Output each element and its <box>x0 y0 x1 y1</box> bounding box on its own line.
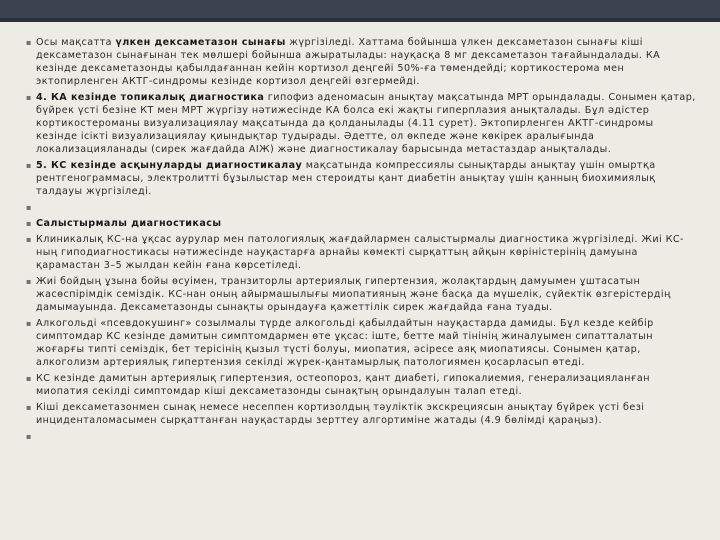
bullet-marker-icon: ▪ <box>26 374 32 383</box>
bullet-item <box>26 36 698 88</box>
bullet-item <box>26 91 698 156</box>
slide-content <box>26 36 698 446</box>
bullet-text: Кіші дексаметазонмен сынақ немесе несеппен кортизолдың тәуліктік экскрециясын анықтау бүйрек үсті безі инциденталомасымен сырқаттанған науқастарды зерттеу алгортиміне жатады (4.9 бөлімді қараңыз). <box>36 402 645 426</box>
bullet-item <box>26 430 698 443</box>
bullet-bold-text: үлкен дексаметазон сынағы <box>115 37 286 48</box>
bullet-text: КС кезінде дамитын артериялық гипертензия, остеопороз, қант диабеті, гипокалиемия, генерализацияланған миопатия секілді симптомдар кіші дексаметазонды сынақтың орындалуын талап етеді. <box>36 373 650 397</box>
bullet-item <box>26 217 698 230</box>
bullet-marker-icon: ▪ <box>26 432 32 441</box>
bullet-item <box>26 233 698 272</box>
bullet-item <box>26 401 698 427</box>
bullet-marker-icon: ▪ <box>26 235 32 244</box>
bullet-text: гипофиз аденомасын анықтау мақсатында МРТ орындалады. Сонымен қатар, бүйрек үсті безіне КТ мен МРТ жүргізу нәтижесінде КА болса екі жақты гиперплазия анықталады. Бұл әдістер кортикостероманы визуализациялау мақсатында да қолданылады (4.11 сурет). Эктопирленген АКТГ-синдромы кезінде ісікті визуализациялау қиындықтар тудырады. Әдетте, ол өкпеде және көкірек аралығында локализацияланады (сирек жағдайда АІЖ) және диагностикалау барысында метастаздар анықталады. <box>36 92 696 155</box>
header-stripe <box>0 18 720 22</box>
bullet-text: Жиі бойдың ұзына бойы өсуімен, транзиторлы артериялық гипертензия, жолақтардың дамуымен ұштасатын жасөспірімдік семіздік. КС-нан оның айырмашылығы миопатияның және басқа да мүшелік, сүйектік өзгерістердің дамымауында. Дексаметазонды сынақты орындауға қажеттілік сирек жағдайда ғана туады. <box>36 276 671 313</box>
bullet-item <box>26 201 698 214</box>
bullet-marker-icon: ▪ <box>26 93 32 102</box>
bullet-marker-icon: ▪ <box>26 277 32 286</box>
bullet-item <box>26 275 698 314</box>
bullet-text: мақсатында компрессиялы сынықтарды анықтау үшін омыртқа рентгенограммасы, электролитті бұзылыстар мен стероидты қант диабетін анықтау үшін қанның биохимиялық талдауы жүргізіледі. <box>36 160 656 197</box>
bullet-text: жүргізіледі. Хаттама бойынша үлкен дексаметазон сынағы кіші дексаметазон сынағынан тек мөлшері бойынша ажыратылады: науқасқа 8 мг дексаметазон тағайындалады. КА кезінде дексаметазонды қабылдағаннан кейін кортизол деңгейі 50%-ға төмендейді; кортикостерома мен эктопирленген АКТГ-синдромы кезінде кортизол деңгейі өзгермейді. <box>36 37 661 87</box>
bullet-bold-text: Салыстырмалы диагностикасы <box>36 218 222 229</box>
bullet-item <box>26 159 698 198</box>
bullet-text: Осы мақсатта <box>36 37 116 48</box>
bullet-bold-text: 4. КА кезінде топикалық диагностика <box>36 92 265 103</box>
bullet-marker-icon: ▪ <box>26 161 32 170</box>
bullet-marker-icon: ▪ <box>26 403 32 412</box>
bullet-marker-icon: ▪ <box>26 38 32 47</box>
bullet-text: Клиникалық КС-на ұқсас аурулар мен патологиялық жағдайлармен салыстырмалы диагностика жүргізіледі. Жиі КС-ның гиподиагностикасы нәтижесінде науқастарға арнайы көмекті сырқаттың айқын көріністерінің дамуына қарамастан 3–5 жылдан кейін ғана көрсетіледі. <box>36 234 684 271</box>
bullet-text: Алкогольді «псевдокушинг» созылмалы түрде алкогольді қабылдайтын науқастарда дамиды. Бұл кезде кейбір симптомдар КС кезінде дамитын симптомдармен өте ұқсас: іште, бетте май тінінің жиналуымен сипатталатын жоғарғы типті семіздік, бет терісінің қызыл түсті болуы, миопатия, әсіресе аяқ миопатиясы. Сонымен қатар, алкоголизм артериялық гипертензия секілді жүрек-қантамырлық патологиямен қосарласып өтеді. <box>36 318 654 368</box>
bullet-marker-icon: ▪ <box>26 219 32 228</box>
bullet-item <box>26 372 698 398</box>
bullet-list <box>26 36 698 443</box>
bullet-bold-text: 5. КС кезінде асқынуларды диагностикалау <box>36 160 303 171</box>
bullet-marker-icon: ▪ <box>26 203 32 212</box>
bullet-item <box>26 317 698 369</box>
bullet-marker-icon: ▪ <box>26 319 32 328</box>
slide-header-band <box>0 0 720 22</box>
